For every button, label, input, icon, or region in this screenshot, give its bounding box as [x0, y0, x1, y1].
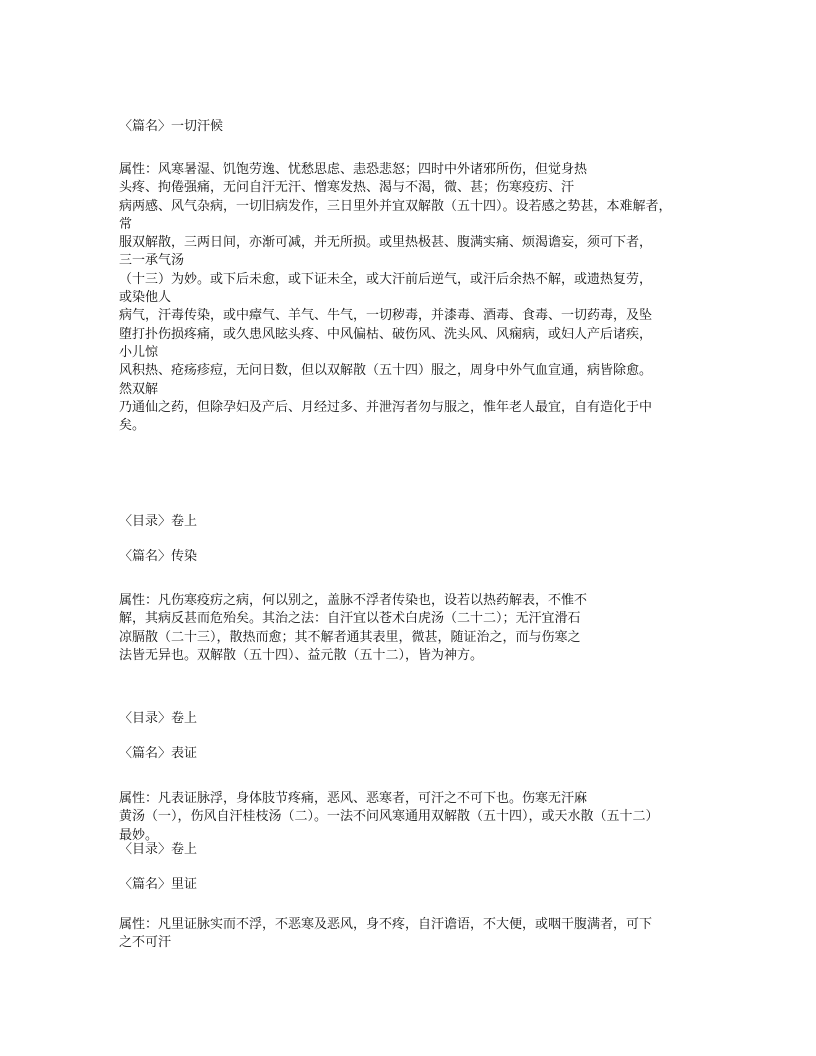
- body-text-line: 服双解散，三两日间，亦渐可减，并无所损。或里热极甚、腹满实痛、烦渴谵妄，须可下者，: [119, 235, 653, 251]
- body-text-line: 病两感、风气杂病，一切旧病发作，三日里外并宜双解散（五十四）。设若感之势甚，本难解者，: [119, 198, 672, 214]
- body-text-line: 最妙。: [119, 827, 159, 843]
- section-4-heading: 〈篇名〉里证: [119, 877, 198, 892]
- body-text-line: 属性：凡表证脉浮，身体肢节疼痛，恶风、恶寒者，可汗之不可下也。伤寒无汗麻: [119, 791, 588, 806]
- body-text-line: 风积热、疮疡疹痘，无问日数，但以双解散（五十四）服之，周身中外气血宣通，病皆除愈。: [119, 363, 653, 379]
- body-text-line: 三一承气汤: [119, 253, 185, 269]
- body-text-line: 属性：凡里证脉实而不浮，不恶寒及恶风，身不疼，自汗谵语，不大便，或咽干腹满者，可下: [119, 917, 653, 932]
- body-text-line: 乃通仙之药，但除孕妇及产后、月经过多、并泄泻者勿与服之，惟年老人最宜，自有造化于中: [119, 399, 653, 415]
- section-2-catalog: 〈目录〉卷上: [119, 514, 198, 529]
- body-text-line: 堕打扑伤损疼痛，或久患风眩头疼、中风偏枯、破伤风、洗头风、风痫病，或妇人产后诸疾，: [119, 326, 653, 342]
- section-3-heading: 〈篇名〉表证: [119, 746, 198, 761]
- section-4-body: [119, 916, 719, 953]
- section-3-catalog: 〈目录〉卷上: [119, 711, 198, 726]
- body-text-line: 法皆无异也。双解散（五十四）、益元散（五十二），皆为神方。: [119, 647, 484, 663]
- body-text-line: 黄汤（一），伤风自汗桂枝汤（二）。一法不问风寒通用双解散（五十四），或天水散（五十二）: [119, 809, 659, 825]
- body-text-line: 或染他人: [119, 290, 172, 306]
- body-text-line: 凉膈散（二十三），散热而愈；其不解者通其表里，微甚，随证治之，而与伤寒之: [119, 629, 581, 645]
- section-4-catalog: 〈目录〉卷上: [119, 842, 198, 857]
- body-text-line: 病气，汗毒传染，或中瘴气、羊气、牛气，一切秽毒，并漆毒、酒毒、食毒、一切药毒，及坠: [119, 308, 653, 324]
- section-1-heading: 〈篇名〉一切汗候: [119, 119, 224, 134]
- section-1-body: [119, 161, 719, 435]
- section-3-body: [119, 790, 719, 845]
- body-text-line: 矣。: [119, 418, 146, 434]
- section-2-body: [119, 592, 719, 665]
- body-text-line: 然双解: [119, 381, 159, 397]
- body-text-line: 解，其病反甚而危殆矣。其治之法：自汗宜以苍术白虎汤（二十二）；无汗宜滑石: [119, 611, 581, 627]
- body-text-line: 小儿惊: [119, 344, 159, 360]
- body-text-line: 头疼、拘倦强痛，无问自汗无汗、憎寒发热、渴与不渴，微、甚；伤寒疫疠、汗: [119, 180, 575, 196]
- body-text-line: 属性：凡伤寒疫疠之病，何以别之，盖脉不浮者传染也，设若以热药解表，不惟不: [119, 593, 588, 608]
- body-text-line: 之不可汗: [119, 935, 172, 951]
- body-text-line: 常: [119, 216, 133, 232]
- body-text-line: 属性：风寒暑湿、饥饱劳逸、忧愁思虑、恚恐悲怒；四时中外诸邪所伤，但觉身热: [119, 162, 588, 177]
- section-2-heading: 〈篇名〉传染: [119, 549, 198, 564]
- body-text-line: （十三）为妙。或下后未愈，或下证未全，或大汗前后逆气，或汗后余热不解，或遗热复劳，: [119, 271, 653, 287]
